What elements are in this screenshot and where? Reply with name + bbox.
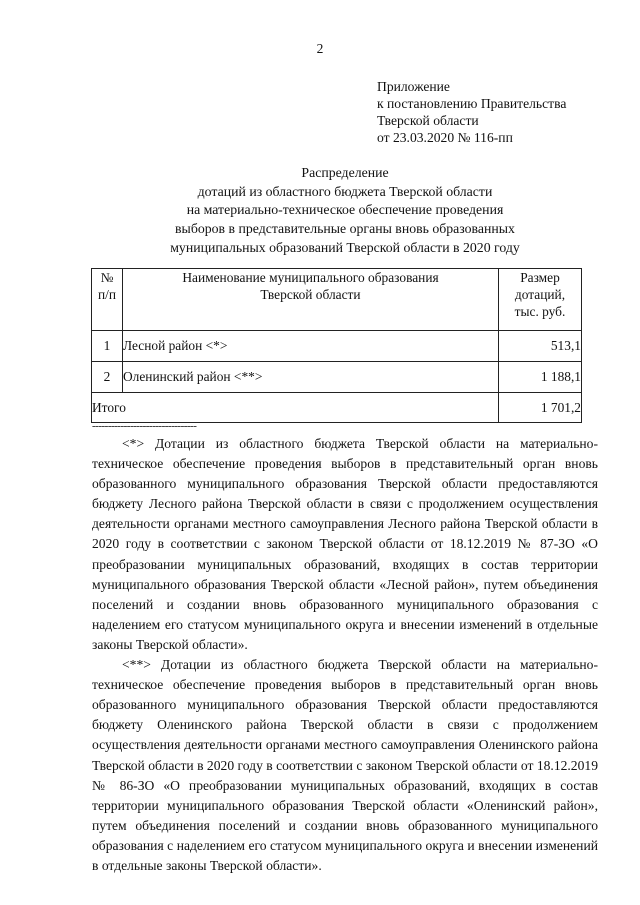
header-text: Тверской области <box>260 287 361 302</box>
title-line: дотаций из областного бюджета Тверской области <box>197 183 493 199</box>
appendix-line: Приложение <box>377 79 450 94</box>
appendix-line: к постановлению Правительства <box>377 96 567 111</box>
appendix-block <box>377 78 566 146</box>
row-amount: 1 188,1 <box>499 362 582 393</box>
grants-table <box>91 268 582 423</box>
header-name <box>123 269 499 331</box>
total-label: Итого <box>92 393 499 423</box>
row-number: 2 <box>92 362 123 393</box>
footnotes <box>92 434 598 876</box>
footnote-separator: --------------------------------- <box>92 420 197 432</box>
page-number: 2 <box>316 41 324 56</box>
row-amount: 513,1 <box>499 331 582 362</box>
header-text: п/п <box>97 287 117 302</box>
header-number <box>92 269 123 331</box>
header-text: дотаций, <box>514 287 566 302</box>
appendix-line: от 23.03.2020 № 116-пп <box>377 130 513 145</box>
header-text: Размер <box>520 270 560 285</box>
table-row <box>92 331 582 362</box>
header-text: № <box>100 270 114 285</box>
title-line: Распределение <box>301 165 389 180</box>
table-total-row <box>92 393 582 423</box>
row-name: Лесной район <*> <box>123 331 499 362</box>
header-text: Наименование муниципального образования <box>182 270 439 285</box>
document-title <box>100 164 590 258</box>
table-header-row <box>92 269 582 331</box>
header-amount <box>499 269 582 331</box>
footnote-1: <*> Дотации из областного бюджета Тверской области на материально-техническое обеспечение проведения выборов в представительный орган вновь образованного муниципального образования Тверской области предоставляются бюджету Лесного района Тверской области в связи с продолжением осуществления деятельности органами местного самоуправления Лесного района Тверской области в 2020 году в соответствии с законом Тверской области от 18.12.2019 № 87-ЗО «О преобразовании муниципальных образований, входящих в состав территории муниципального образования Тверской области «Лесной район», путем объединения поселений и создании вновь образованного муниципального образования с наделением его статусом муниципального округа и внесении изменений в отдельные законы Тверской области». <box>92 436 598 652</box>
footnote-2: <**> Дотации из областного бюджета Тверской области на материально-техническое обеспечение проведения выборов в представительный орган вновь образованного муниципального образования Тверской области предоставляются бюджету Оленинского района Тверской области в связи с продолжением осуществления деятельности органами местного самоуправления Оленинского района Тверской области в 2020 году в соответствии с законом Тверской области от 18.12.2019 № 86-ЗО «О преобразовании муниципальных образований, входящих в состав территории муниципального образования Тверской области «Оленинский район», путем объединения поселений и создании вновь образованного муниципального образования с наделением его статусом муниципального округа и внесении изменений в отдельные законы Тверской области». <box>92 657 598 873</box>
title-line: муниципальных образований Тверской области в 2020 году <box>170 239 520 255</box>
row-number: 1 <box>92 331 123 362</box>
total-amount: 1 701,2 <box>499 393 582 423</box>
table-row <box>92 362 582 393</box>
title-line: выборов в представительные органы вновь образованных <box>175 221 515 237</box>
appendix-line: Тверской области <box>377 113 479 128</box>
row-name: Оленинский район <**> <box>123 362 499 393</box>
title-line: на материально-техническое обеспечение проведения <box>186 202 504 218</box>
header-text: тыс. руб. <box>514 304 566 319</box>
